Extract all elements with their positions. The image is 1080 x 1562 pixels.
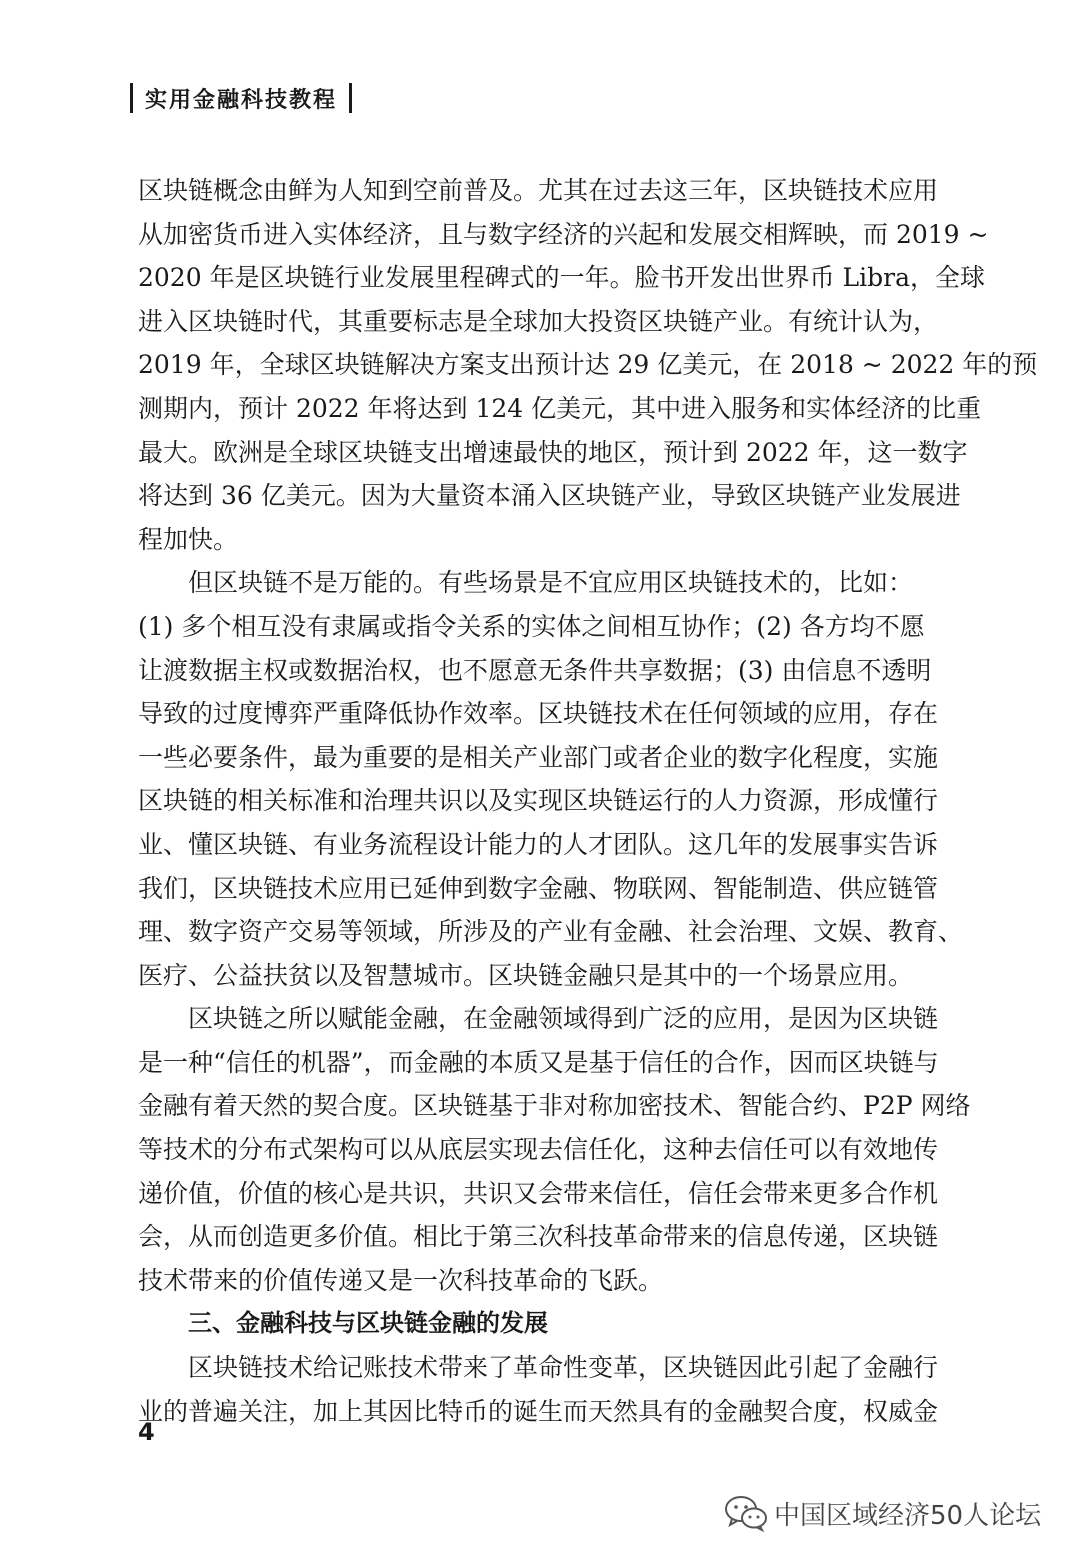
- text-line: 区块链概念由鲜为人知到空前普及。尤其在过去这三年，区块链技术应用: [138, 176, 939, 205]
- watermark: [724, 1494, 1041, 1532]
- text-line: 将达到 36 亿美元。因为大量资本涌入区块链产业，导致区块链产业发展进: [138, 481, 961, 511]
- text-line: 2019 年，全球区块链解决方案支出预计达 29 亿美元，在 2018 ~ 2022 年的预: [138, 350, 1038, 380]
- text-line: 让渡数据主权或数据治权，也不愿意无条件共享数据；(3) 由信息不透明: [138, 655, 932, 685]
- text-line: 程加快。: [138, 524, 239, 554]
- paragraph-start-line: 区块链之所以赋能金融，在金融领域得到广泛的应用，是因为区块链: [188, 1004, 939, 1034]
- text-line: 区块链的相关标准和治理共识以及实现区块链运行的人力资源，形成懂行: [138, 786, 939, 816]
- text-line: 测期内，预计 2022 年将达到 124 亿美元，其中进入服务和实体经济的比重: [138, 393, 982, 423]
- text-line: 递价值，价值的核心是共识，共识又会带来信任，信任会带来更多合作机: [138, 1178, 939, 1208]
- text-line: 2020 年是区块链行业发展里程碑式的一年。脸书开发出世界币 Libra，全球: [138, 263, 985, 293]
- text-line: 业、懂区块链、有业务流程设计能力的人才团队。这几年的发展事实告诉: [138, 829, 939, 859]
- running-header: [130, 78, 352, 118]
- paragraph-start-line: 区块链技术给记账技术带来了革命性变革，区块链因此引起了金融行: [188, 1353, 939, 1383]
- text-line: 从加密货币进入实体经济，且与数字经济的兴起和发展交相辉映，而 2019 ~: [138, 219, 989, 249]
- header-left-bar: [130, 83, 133, 113]
- text-line: 金融有着天然的契合度。区块链基于非对称加密技术、智能合约、P2P 网络: [138, 1091, 971, 1121]
- text-line: 业的普遍关注，加上其因比特币的诞生而天然具有的金融契合度，权威金: [138, 1396, 939, 1426]
- text-line: 我们，区块链技术应用已延伸到数字金融、物联网、智能制造、供应链管: [138, 873, 939, 903]
- body-text: [138, 169, 1038, 1433]
- paragraph-start-line: 但区块链不是万能的。有些场景是不宜应用区块链技术的，比如：: [188, 568, 914, 598]
- text-line: 一些必要条件，最为重要的是相关产业部门或者企业的数字化程度，实施: [138, 742, 939, 772]
- text-line: 等技术的分布式架构可以从底层实现去信任化，这种去信任可以有效地传: [138, 1135, 939, 1165]
- text-line: 最大。欧洲是全球区块链支出增速最快的地区，预计到 2022 年，这一数字: [138, 437, 968, 467]
- text-line: (1) 多个相互没有隶属或指令关系的实体之间相互协作；(2) 各方均不愿: [138, 611, 925, 641]
- text-line: 导致的过度博弈严重降低协作效率。区块链技术在任何领域的应用，存在: [138, 699, 939, 729]
- header-right-bar: [349, 83, 352, 113]
- book-title: 实用金融科技教程: [145, 87, 338, 113]
- text-line: 技术带来的价值传递又是一次科技革命的飞跃。: [138, 1265, 664, 1295]
- wechat-icon: [724, 1494, 768, 1532]
- text-line: 是一种“信任的机器”，而金融的本质又是基于信任的合作，因而区块链与: [138, 1047, 939, 1077]
- text-line: 会，从而创造更多价值。相比于第三次科技革命带来的信息传递，区块链: [138, 1222, 939, 1252]
- text-line: 医疗、公益扶贫以及智慧城市。区块链金融只是其中的一个场景应用。: [138, 960, 914, 990]
- page-number: 4: [138, 1418, 155, 1446]
- watermark-text: 中国区域经济50人论坛: [774, 1500, 1042, 1531]
- text-line: 理、数字资产交易等领域，所涉及的产业有金融、社会治理、文娱、教育、: [138, 917, 964, 947]
- text-line: 进入区块链时代，其重要标志是全球加大投资区块链产业。有统计认为，: [138, 306, 939, 336]
- section-heading: 三、金融科技与区块链金融的发展: [188, 1309, 548, 1338]
